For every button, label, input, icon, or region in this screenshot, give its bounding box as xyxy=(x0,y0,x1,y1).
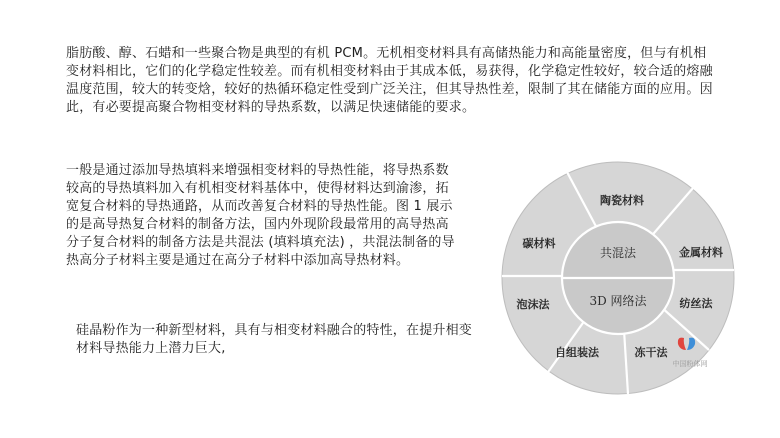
freeze-drying-method-label: 冻干法 xyxy=(634,346,668,359)
spinning-method-label: 纺丝法 xyxy=(679,297,713,310)
metal-material-label: 金属材料 xyxy=(679,246,723,259)
self-assembly-method-label: 自组装法 xyxy=(555,346,599,359)
watermark-text: 中国粉体网 xyxy=(672,360,708,368)
preparation-methods-diagram xyxy=(488,160,748,400)
carbon-material-label: 碳材料 xyxy=(522,237,556,250)
method-paragraph: 一般是通过添加导热填料来增强相变材料的导热性能，将导热系数较高的导热填料加入有机相变材料基体中，使得材料达到渝渗，拓宽复合材料的导热通路，从而改善复合材料的导热性能。图 1 展示的是高导热复合材料的制备方法，国内外现阶段最常用的高导热高分子复合材料的制备方法是共混法 (填料填充法) ，共混法制备的导热高分子材料主要是通过在高分子材料中添加高导热材料。 xyxy=(66,163,455,268)
3d-network-method-label: 3D 网络法 xyxy=(589,294,647,308)
blending-method-label: 共混法 xyxy=(599,246,637,260)
silicon-powder-paragraph: 硅晶粉作为一种新型材料，具有与相变材料融合的特性，在提升相变材料导热能力上潜力巨大, xyxy=(76,323,473,356)
foam-method-label: 泡沫法 xyxy=(516,298,550,311)
ceramic-material-label: 陶瓷材料 xyxy=(600,194,644,207)
intro-paragraph: 脂肪酸、醇、石蜡和一些聚合物是典型的有机 PCM。无机相变材料具有高储热能力和高能量密度，但与有机相变材料相比，它们的化学稳定性较差。而有机相变材料由于其成本低，易获得，化学稳定性较好，较合适的熔融温度范围，较大的转变焓，较好的热循环稳定性受到广泛关注，但其导热性差，限制了其在储能方面的应用。因此，有必要提高聚合物相变材料的导热系数，以满足快速储能的要求。 xyxy=(66,46,713,115)
